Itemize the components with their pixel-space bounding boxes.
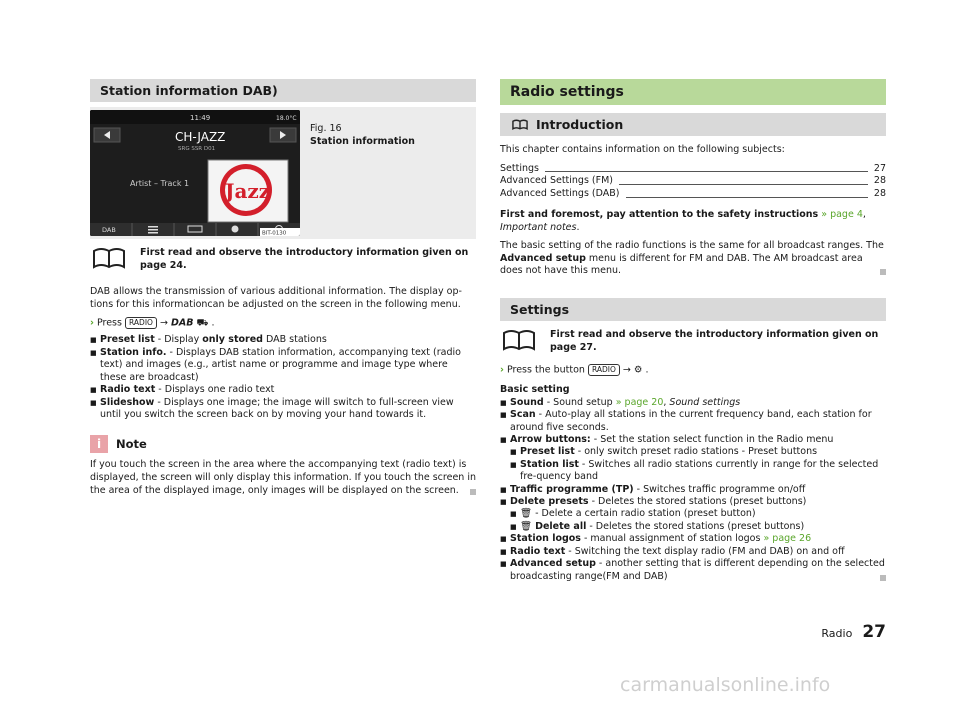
press-instruction [500,364,886,377]
open-book-icon [512,119,528,130]
screen-temp: 18.0°C [276,115,297,122]
note-heading [90,435,476,453]
figure-caption [310,122,415,148]
press-prefix: Press [96,317,122,329]
press-prefix: Press the button [506,364,585,376]
list-item: ■ Station list - Switches all radio stations currently in range for the selected fre-quency band [510,459,886,484]
list-item: ■ Preset list - Display only stored DAB stations [90,334,476,346]
screen-dab: DAB [102,226,116,234]
settings-list [500,397,886,447]
page-number: 27 [862,622,886,642]
dab-menu-label: DAB [170,317,194,329]
introduction-heading [500,113,886,136]
list-item: ■ 🗑 Delete all - Deletes the stored stations (preset buttons) [510,521,886,533]
section-heading-radio-settings: Radio settings [500,79,886,105]
introduction-title: Introduction [536,117,624,132]
press-suffix: . [645,364,649,376]
left-column [90,79,476,497]
list-item: ■ Sound - Sound setup » page 20, Sound settings [500,397,886,409]
screen-sub: SRG SSR D01 [178,146,216,152]
settings-list [500,533,886,583]
page-link[interactable]: » page 26 [760,533,812,545]
end-square-icon [880,575,886,581]
settings-sublist [500,446,886,483]
dab-intro: DAB allows the transmission of various additional information. The display op-tions for this informationcan be adjusted on the screen in the following menu. [90,286,462,310]
list-item: ■ 🗑 - Delete a certain radio station (preset button) [510,508,886,520]
trash-icon: 🗑 [520,508,533,520]
screen-time: 11:49 [190,114,211,122]
chapter-text: This chapter contains information on the following subjects: [500,144,785,155]
radio-button-label: RADIO [588,364,620,376]
chevron-right-icon: › [90,317,94,329]
list-item: ■ Traffic programme (TP) - Switches traffic programme on/off [500,484,886,496]
press-suffix: . [211,317,215,329]
section-heading-station-info: Station information DAB) [90,79,476,102]
toc-row[interactable]: Settings 27 [500,162,886,174]
right-column [500,79,886,583]
end-square-icon [470,489,476,495]
screen-code: BIT-0130 [262,230,287,236]
list-item: ■ Preset list - only switch preset radio stations - Preset buttons [510,446,886,458]
read-first-warning [90,247,476,272]
screen-track: Artist – Track 1 [130,179,190,188]
list-item: ■ Arrow buttons: - Set the station select function in the Radio menu [500,434,886,446]
list-item: ■ Station logos - manual assignment of station logos » page 26 [500,533,886,545]
radio-screen-image [90,110,300,236]
trash-icon: 🗑 [520,520,533,532]
figure-title: Station information [310,136,415,147]
page-link[interactable]: » page 4 [818,208,863,220]
list-item: ■ Advanced setup - another setting that is different depending on the selected broadcasting range(FM and DAB) [500,558,886,583]
read-first-warning [500,329,886,354]
arrow-right-icon: → [622,364,631,376]
basic-setting-label: Basic setting [500,384,570,396]
figure-number: Fig. 16 [310,123,342,134]
watermark: carmanualsonline.info [620,674,831,696]
footer-section: Radio [821,627,853,640]
toc-row[interactable]: Advanced Settings (FM) 28 [500,175,886,187]
list-item: ■ Scan - Auto-play all stations in the current frequency band, each station for around five seconds. [500,409,886,434]
chevron-right-icon: › [500,364,504,376]
screen-station: CH-JAZZ [175,130,226,144]
figure-16 [90,107,476,239]
basic-setting-paragraph: The basic setting of the radio functions is the same for all broadcast ranges. The Advanced setup menu is different for FM and DAB. The AM broadcast area does not have this menu. [500,240,886,278]
section-heading-settings: Settings [500,298,886,321]
radio-screen-svg [90,110,300,236]
list-item: ■ Radio text - Displays one radio text [90,384,476,396]
press-instruction [90,317,476,330]
settings-list [500,484,886,509]
warning-text: First read and observe the introductory information given on page 27. [550,328,879,353]
toc-row[interactable]: Advanced Settings (DAB) 28 [500,188,886,200]
dab-menu-list [90,334,476,421]
toc [500,163,886,201]
list-item: ■ Delete presets - Deletes the stored stations (preset buttons) [500,496,886,508]
note-text: If you touch the screen in the area where the accompanying text (radio text) is displayed, the screen will only display this information. If you touch the screen in the area of the displayed image, only images will be displayed on the screen. [90,459,476,496]
page-link[interactable]: » page 20 [612,396,664,408]
open-book-icon [502,329,536,351]
end-square-icon [880,269,886,275]
open-book-icon [92,247,126,269]
list-item: ■ Radio text - Switching the text display radio (FM and DAB) on and off [500,546,886,558]
list-item: ■ Station info. - Displays DAB station information, accompanying text (radio text) and images (e.g., artist name or programme and image type where these are broadcast) [90,347,476,384]
warning-text: First read and observe the introductory information given on page 24. [140,247,469,271]
page-footer [821,622,886,642]
safety-text: First and foremost, pay attention to the safety instructions » page 4, Important notes. [500,208,866,233]
info-icon: i [90,435,108,453]
radio-button-label: RADIO [125,317,157,329]
note-title: Note [116,437,147,452]
list-item: ■ Slideshow - Displays one image; the image will switch to full-screen view until you switch the screen back on by moving your hand towards it. [90,397,476,422]
screen-jazz-logo: Jazz [225,179,271,203]
arrow-right-icon: → [159,317,168,329]
settings-gear-icon: ⚙ [633,364,643,376]
car-icon: ⛟ [196,317,209,329]
settings-sublist [500,508,886,533]
